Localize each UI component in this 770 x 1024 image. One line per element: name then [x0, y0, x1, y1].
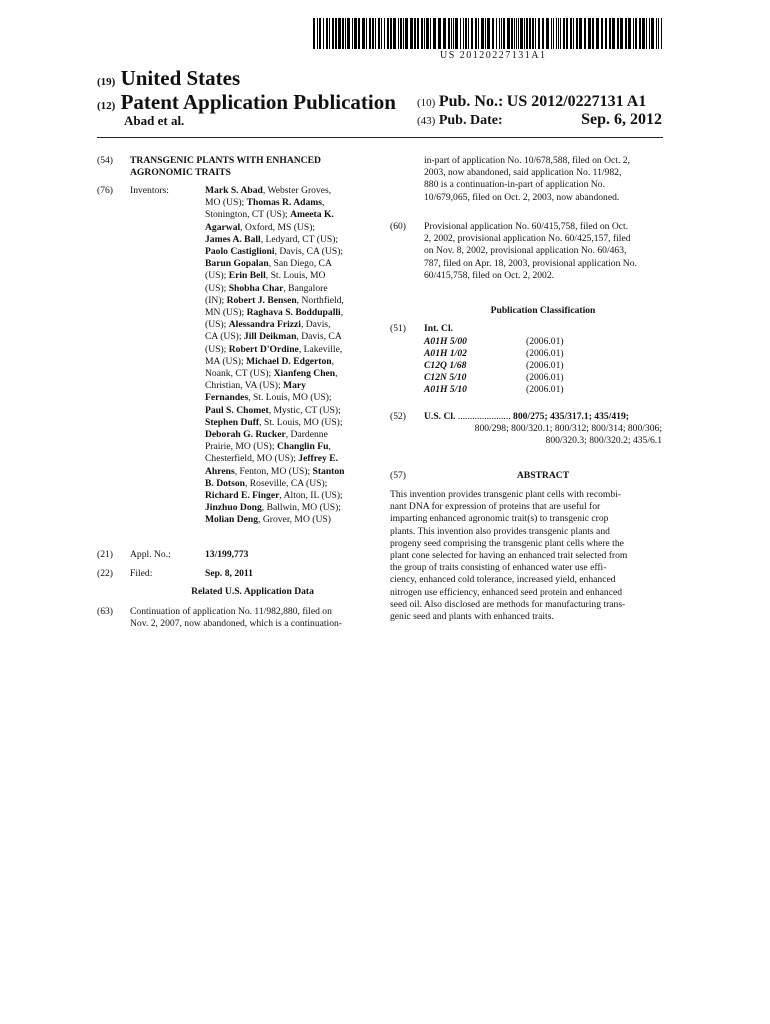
inventor-location: ,: [328, 441, 331, 453]
inventor-location: (US);: [205, 319, 229, 331]
pub-number: US 2012/0227131 A1: [506, 93, 647, 110]
inventor-line: [205, 453, 375, 465]
inventors-list: [205, 185, 375, 527]
inventor-line: [205, 466, 375, 478]
publication-classification-heading: Publication Classification: [490, 305, 596, 316]
abstract-line: ciency, enhanced cold tolerance, increased yield, enhanced: [390, 574, 616, 586]
inventor-line: [205, 344, 375, 356]
inventor-line: [205, 246, 375, 258]
inventor-location: , Mystic, CT (US);: [268, 404, 341, 416]
int-cl-code: A01H 5/00: [424, 336, 467, 347]
inventor-location: , Lakeville,: [298, 343, 343, 355]
inid-code-51: (51): [390, 323, 406, 334]
inventor-location: , Bangalore: [283, 282, 328, 294]
continuation-line-2: Nov. 2, 2007, now abandoned, which is a continuation-: [130, 618, 342, 629]
inventor-name: Barun Gopalan: [205, 258, 269, 270]
provisional-applications: [424, 221, 662, 282]
inventor-name: Mark S. Abad: [205, 185, 263, 196]
inventor-location: , Alton, IL (US);: [279, 490, 343, 502]
inventor-location: (US);: [205, 270, 229, 282]
inventor-line: [205, 490, 375, 502]
inventor-name: Ahrens: [205, 465, 235, 477]
inventor-line: [205, 514, 375, 526]
inventor-name: Changlin Fu: [276, 441, 329, 453]
inventor-line: [205, 405, 375, 417]
inid-code-21: (21): [97, 549, 113, 560]
abstract-line: genic seed and plants with enhanced traits.: [390, 611, 554, 623]
inventor-name: Mary: [283, 380, 306, 392]
continuation-in-part-text: [424, 155, 662, 204]
inventor-location: , Ballwin, MO (US);: [261, 502, 341, 514]
inventor-line: [205, 368, 375, 380]
inventor-name: James A. Ball: [205, 233, 261, 245]
int-cl-version: (2006.01): [526, 372, 564, 383]
inventor-location: Prairie, MO (US);: [205, 441, 277, 453]
inventor-name: Jeffrey E.: [298, 453, 339, 465]
appl-no-label: Appl. No.:: [130, 549, 171, 560]
inid-code-12: (12): [97, 100, 116, 112]
inventor-name: Paul S. Chomet: [205, 404, 269, 416]
int-cl-row: [424, 336, 624, 347]
inventors-label: Inventors:: [130, 185, 169, 196]
inventor-location: , Dardenne: [285, 429, 328, 441]
inventor-location: MN (US);: [205, 307, 247, 319]
inventor-line: [205, 356, 375, 368]
inventor-name: Paolo Castiglioni: [205, 246, 275, 258]
inventor-line: [205, 258, 375, 270]
inventor-location: ,: [322, 197, 325, 209]
inid-code-63: (63): [97, 606, 113, 617]
provisional-line: Provisional application No. 60/415,758, filed on Oct.: [424, 221, 629, 232]
us-cl-label: U.S. Cl.: [424, 411, 456, 422]
abstract-line: seed oil. Also disclosed are methods for manufacturing trans-: [390, 598, 626, 610]
publication-type: Patent Application Publication: [120, 90, 396, 114]
provisional-line: 60/415,758, filed on Oct. 2, 2002.: [424, 269, 555, 281]
inventor-line: [205, 307, 375, 319]
inventor-name: Michael D. Edgerton: [246, 355, 332, 367]
barcode-number: US 20120227131A1: [440, 50, 547, 61]
int-cl-row: [424, 384, 624, 395]
inid-code-60: (60): [390, 221, 406, 232]
inventor-location: , Northfield,: [296, 294, 344, 306]
abstract-line: the group of traits consisting of enhanced water use effi-: [390, 562, 607, 574]
inventor-name: Richard E. Finger: [205, 490, 280, 502]
inventor-name: Molian Deng: [205, 514, 259, 526]
inventor-location: ,: [335, 368, 338, 380]
inid-code-10: (10): [417, 97, 436, 109]
inventor-line: [205, 270, 375, 282]
inid-code-54: (54): [97, 155, 113, 166]
inventor-location: (US);: [205, 282, 229, 294]
int-cl-code: A01H 1/02: [424, 348, 467, 359]
inventor-location: Noank, CT (US);: [205, 368, 274, 380]
inventor-line: [205, 380, 375, 392]
inid-code-76: (76): [97, 185, 113, 196]
continuation-line: 10/679,065, filed on Oct. 2, 2003, now abandoned.: [424, 191, 620, 203]
inventor-line: [205, 234, 375, 246]
inventor-location: , Ledyard, CT (US);: [260, 233, 339, 245]
inventor-location: , Oxford, MS (US);: [240, 221, 316, 233]
inventor-line: [205, 417, 375, 429]
int-cl-label: Int. Cl.: [424, 323, 454, 334]
appl-no: 13/199,773: [205, 549, 249, 560]
inventor-name: Stanton: [312, 465, 345, 477]
provisional-line: 2, 2002, provisional application No. 60/425,157, filed: [424, 233, 631, 245]
provisional-line: on Nov. 8, 2002, provisional application No. 60/463,: [424, 245, 627, 257]
inventor-location: Chesterfield, MO (US);: [205, 453, 299, 465]
abstract-text: [390, 489, 662, 623]
inventor-line: [205, 429, 375, 441]
inventor-name: Erin Bell: [228, 270, 266, 282]
us-cl-line-2: 800/298; 800/320.1; 800/312; 800/314; 800/306;: [474, 423, 662, 434]
related-data-heading: Related U.S. Application Data: [191, 586, 314, 597]
abstract-line: nant DNA for expression of proteins that are useful for: [390, 501, 601, 513]
inventor-line: [205, 478, 375, 490]
inventor-name: Robert J. Bensen: [226, 294, 297, 306]
barcode: [313, 18, 663, 49]
abstract-heading: ABSTRACT: [516, 470, 570, 481]
inventor-name: Alessandra Frizzi: [228, 319, 301, 331]
int-cl-row: [424, 360, 624, 371]
continuation-line: 880 is a continuation-in-part of application No.: [424, 179, 605, 191]
inventor-location: ,: [340, 307, 344, 319]
us-cl-line-3: 800/320.3; 800/320.2; 435/6.1: [545, 435, 662, 446]
filed-date: Sep. 8, 2011: [205, 568, 253, 579]
inventor-location: , Davis,: [300, 319, 331, 331]
title-line-1: TRANSGENIC PLANTS WITH ENHANCED: [130, 155, 321, 166]
inventor-name: Thomas R. Adams: [246, 197, 323, 209]
abstract-line: This invention provides transgenic plant cells with recombi-: [390, 489, 621, 500]
inid-code-57: (57): [390, 470, 406, 481]
filed-label: Filed:: [130, 568, 153, 579]
inventor-location: (US);: [205, 343, 229, 355]
inventor-name: Jill Deikman: [243, 331, 297, 343]
inventor-name: B. Dotson: [205, 477, 245, 489]
inventor-location: , Roseville, CA (US);: [244, 477, 328, 489]
inventor-line: [205, 331, 375, 343]
abstract-line: nitrogen use efficiency, enhanced seed protein and enhanced: [390, 586, 623, 598]
inventor-location: ,: [331, 355, 334, 367]
inventor-line: [205, 441, 375, 453]
us-cl-main: 800/275; 435/317.1; 435/419;: [513, 411, 629, 422]
us-cl-dots: ......................: [457, 411, 511, 422]
abstract-line: progeny seed comprising the transgenic plant cells where the: [390, 537, 624, 549]
header-divider: [97, 137, 663, 138]
inventor-location: , Grover, MO (US): [258, 514, 331, 526]
inventor-line: [205, 295, 375, 307]
inventor-line: [205, 283, 375, 295]
inventor-name: Xianfeng Chen: [273, 368, 336, 380]
publication-type-line: [97, 90, 396, 115]
inventor-location: Stonington, CT (US);: [205, 209, 291, 221]
inventor-location: , Davis, CA (US);: [274, 246, 344, 258]
int-cl-code: C12N 5/10: [424, 372, 467, 383]
provisional-line: 787, filed on Apr. 18, 2003, provisional application No.: [424, 257, 637, 269]
abstract-line: plant cone selected for having an enhanced trait selected from: [390, 550, 628, 562]
pub-date-line: [417, 113, 662, 129]
inventor-location: , St. Louis, MO (US);: [248, 392, 332, 404]
continuation-line-1: Continuation of application No. 11/982,880, filed on: [130, 606, 332, 617]
inventor-location: MA (US);: [205, 355, 247, 367]
inventor-line: [205, 209, 375, 221]
continuation-line: 2003, now abandoned, said application No. 11/982,: [424, 167, 622, 179]
inventor-name: Deborah G. Rucker: [205, 429, 286, 441]
inventor-name: Jinzhuo Dong: [205, 502, 262, 514]
int-cl-version: (2006.01): [526, 384, 564, 395]
int-cl-code: A01H 5/10: [424, 384, 467, 395]
continuation-line: in-part of application No. 10/678,588, filed on Oct. 2,: [424, 155, 630, 166]
int-cl-row: [424, 372, 624, 383]
inventor-location: MO (US);: [205, 197, 247, 209]
inventor-location: , Davis, CA: [296, 331, 342, 343]
title-line-2: AGRONOMIC TRAITS: [130, 167, 231, 178]
int-cl-row: [424, 348, 624, 359]
inventor-line: [205, 197, 375, 209]
inventor-name: Agarwal: [205, 221, 241, 233]
inid-code-22: (22): [97, 568, 113, 579]
int-cl-version: (2006.01): [526, 336, 564, 347]
inventor-name: Shobha Char: [228, 282, 284, 294]
int-cl-code: C12Q 1/68: [424, 360, 467, 371]
inventor-line: [205, 185, 375, 197]
inventor-location: , San Diego, CA: [268, 258, 332, 270]
inventor-location: , St. Louis, MO (US);: [259, 416, 343, 428]
inventor-location: CA (US);: [205, 331, 244, 343]
inventor-name: Raghava S. Boddupalli: [246, 307, 341, 319]
inventor-name: Stephen Duff: [205, 416, 260, 428]
pub-number-line: [417, 93, 646, 111]
inid-code-52: (52): [390, 411, 406, 422]
inventor-location: (IN);: [205, 294, 227, 306]
inventor-location: , Fenton, MO (US);: [234, 465, 313, 477]
inventor-name: Fernandes: [205, 392, 249, 404]
inventor-location: , Webster Groves,: [262, 185, 332, 196]
inventor-location: , St. Louis, MO: [265, 270, 326, 282]
us-cl-line-1: [424, 411, 629, 422]
abstract-line: plants. This invention also provides transgenic plants and: [390, 525, 610, 537]
inventor-line: [205, 319, 375, 331]
inid-code-43: (43): [417, 115, 436, 127]
inventor-location: Christian, VA (US);: [205, 380, 284, 392]
authors: Abad et al.: [124, 113, 185, 128]
abstract-line: imparting enhanced agronomic trait(s) to transgenic crop: [390, 513, 609, 525]
inventor-line: [205, 392, 375, 404]
pub-date: Sep. 6, 2012: [581, 111, 662, 128]
int-cl-version: (2006.01): [526, 360, 564, 371]
inventor-line: [205, 222, 375, 234]
pub-date-label: Pub. Date:: [438, 113, 503, 128]
country: United States: [120, 66, 241, 90]
country-line: [97, 66, 240, 91]
inventor-line: [205, 502, 375, 514]
int-cl-version: (2006.01): [526, 348, 564, 359]
inid-code-19: (19): [97, 76, 116, 88]
inventor-name: Robert D'Ordine: [228, 343, 299, 355]
inventor-name: Ameeta K.: [290, 209, 334, 221]
pub-number-label: Pub. No.:: [438, 93, 504, 110]
